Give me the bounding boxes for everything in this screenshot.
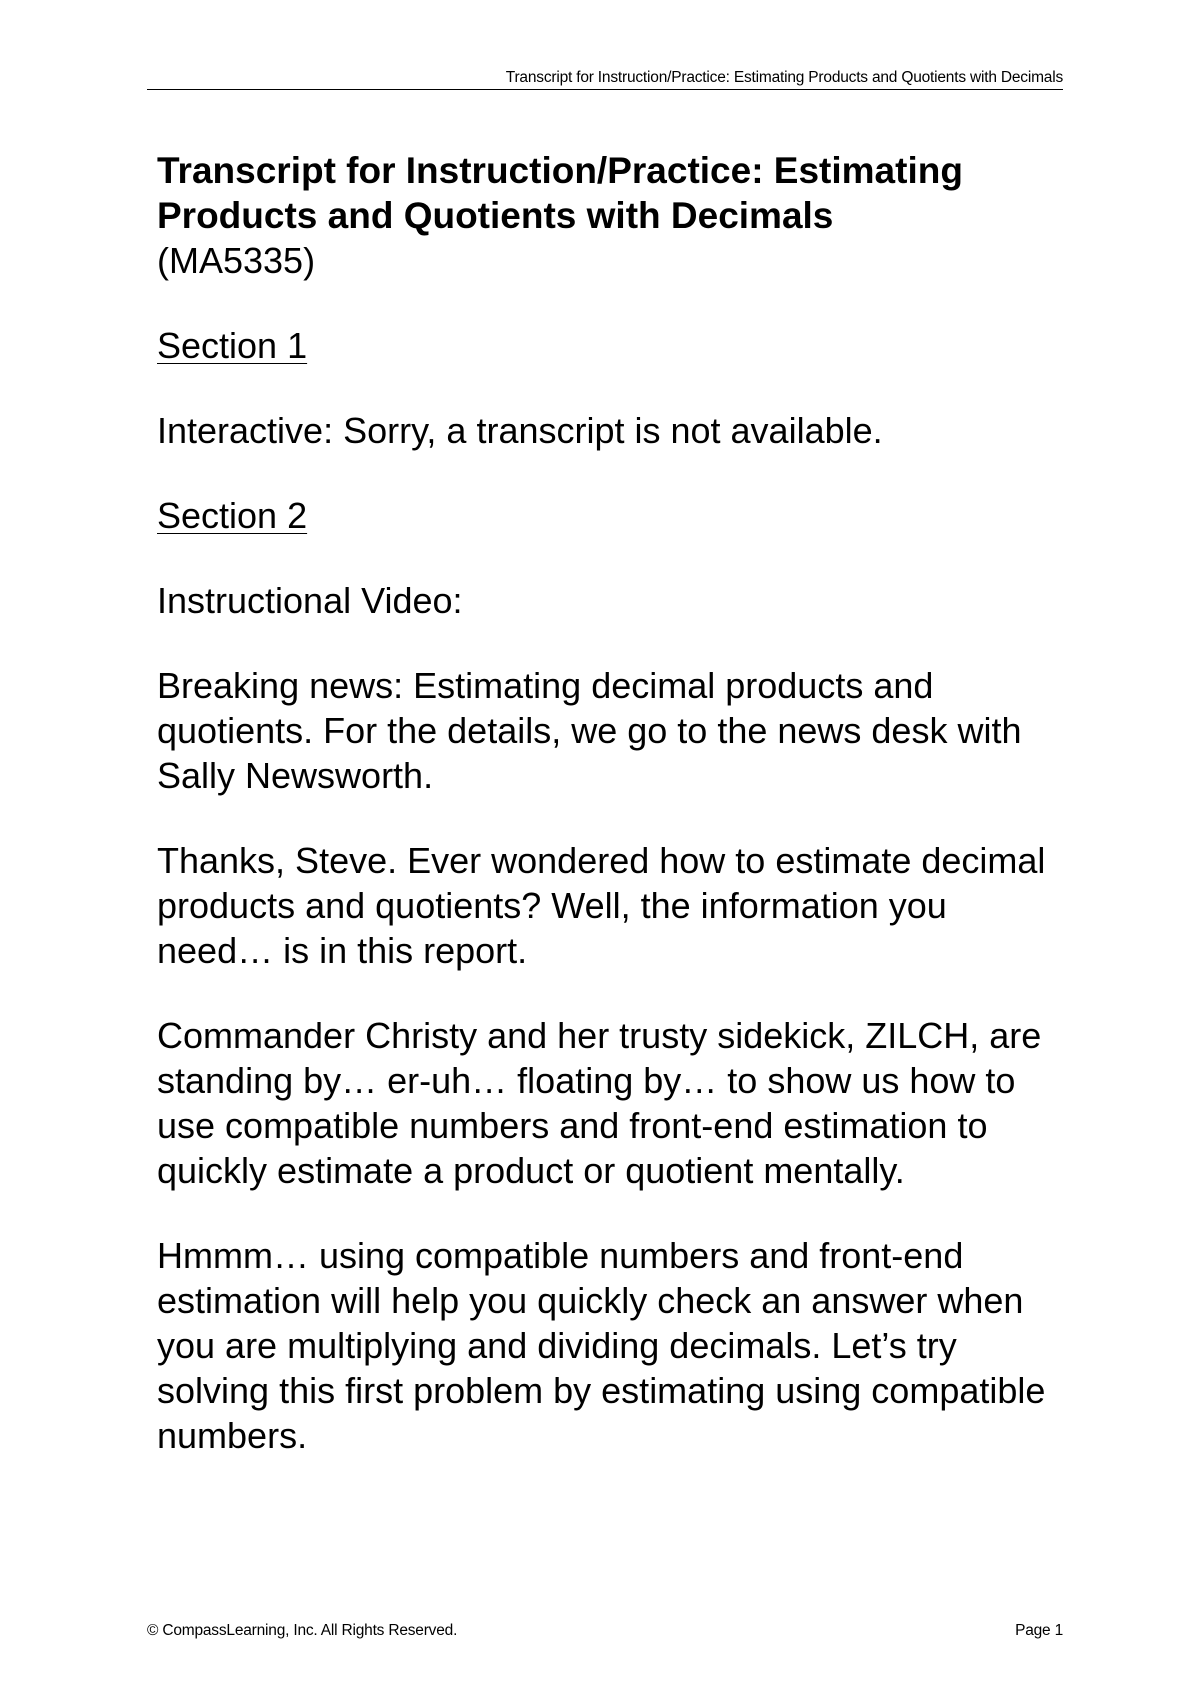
paragraph: Breaking news: Estimating decimal products and quotients. For the details, we go to the news desk with Sally Newsworth.	[157, 665, 1022, 796]
section-2	[157, 493, 1057, 1458]
running-header: Transcript for Instruction/Practice: Estimating Products and Quotients with Decimals	[147, 69, 1063, 90]
document-title-line-2: Products and Quotients with Decimals	[157, 195, 834, 236]
document-title	[157, 148, 1057, 238]
document-code: (MA5335)	[157, 240, 316, 281]
page-number: Page 1	[1015, 1622, 1063, 1639]
paragraph: Thanks, Steve. Ever wondered how to estimate decimal products and quotients? Well, the information you need… is in this report.	[157, 840, 1046, 971]
document-body	[157, 148, 1057, 1498]
paragraph: Interactive: Sorry, a transcript is not available.	[157, 410, 883, 451]
paragraph: Hmmm… using compatible numbers and front-end estimation will help you quickly check an answer when you are multiplying and dividing decimals. Let’s try solving this first problem by estimating using compatible numbers.	[157, 1235, 1046, 1456]
section-heading: Section 1	[157, 325, 308, 366]
document-title-line-1: Transcript for Instruction/Practice: Estimating	[157, 150, 963, 191]
section-1	[157, 323, 1057, 453]
section-heading: Section 2	[157, 495, 308, 536]
paragraph: Commander Christy and her trusty sidekick, ZILCH, are standing by… er-uh… floating by… to show us how to use compatible numbers and front-end estimation to quickly estimate a product or quotient mentally.	[157, 1015, 1042, 1191]
copyright-notice: © CompassLearning, Inc. All Rights Reserved.	[147, 1622, 458, 1639]
paragraph: Instructional Video:	[157, 580, 463, 621]
